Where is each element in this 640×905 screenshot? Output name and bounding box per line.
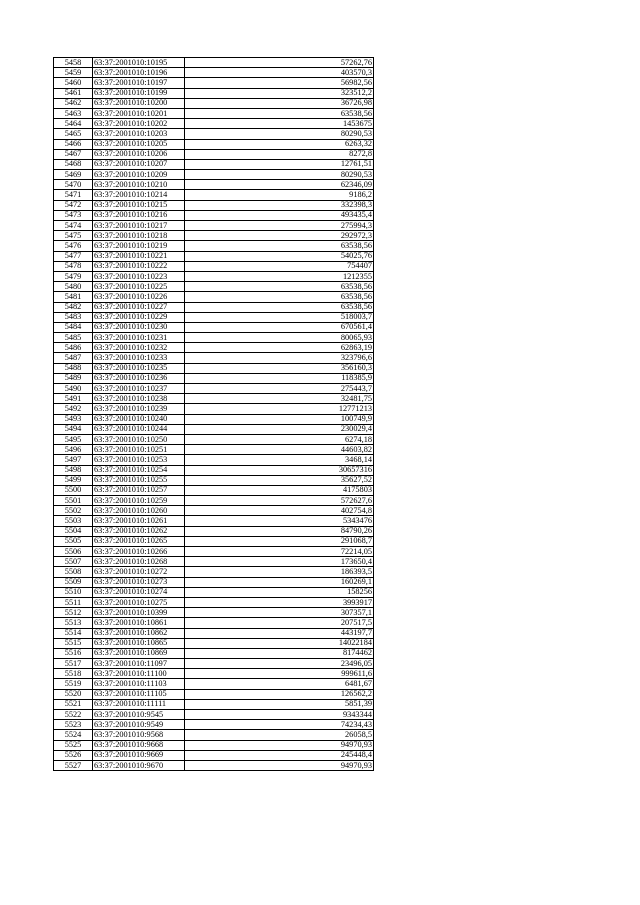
cadastral-number-cell: 63:37:2001010:10230	[93, 322, 185, 332]
value-cell: 74234,43	[185, 720, 374, 730]
row-number-cell: 5476	[54, 241, 93, 251]
cadastral-number-cell: 63:37:2001010:10262	[93, 526, 185, 536]
row-number-cell: 5493	[54, 414, 93, 424]
value-cell: 402754,8	[185, 506, 374, 516]
cadastral-number-cell: 63:37:2001010:10233	[93, 353, 185, 363]
value-cell: 230029,4	[185, 424, 374, 434]
row-number-cell: 5515	[54, 638, 93, 648]
cadastral-number-cell: 63:37:2001010:10225	[93, 282, 185, 292]
value-cell: 62346,09	[185, 180, 374, 190]
cadastral-number-cell: 63:37:2001010:10260	[93, 506, 185, 516]
cadastral-number-cell: 63:37:2001010:10231	[93, 333, 185, 343]
row-number-cell: 5461	[54, 88, 93, 98]
row-number-cell: 5483	[54, 312, 93, 322]
value-cell: 245448,4	[185, 750, 374, 760]
table-row	[54, 159, 374, 169]
cadastral-number-cell: 63:37:2001010:10862	[93, 628, 185, 638]
row-number-cell: 5523	[54, 720, 93, 730]
value-cell: 999611,6	[185, 669, 374, 679]
value-cell: 403570,3	[185, 68, 374, 78]
value-cell: 9343344	[185, 710, 374, 720]
value-cell: 57262,76	[185, 58, 374, 68]
row-number-cell: 5503	[54, 516, 93, 526]
row-number-cell: 5480	[54, 282, 93, 292]
table-row	[54, 58, 374, 68]
cadastral-number-cell: 63:37:2001010:9668	[93, 740, 185, 750]
table-row	[54, 302, 374, 312]
table-row	[54, 699, 374, 709]
row-number-cell: 5511	[54, 597, 93, 607]
cadastral-number-cell: 63:37:2001010:10275	[93, 597, 185, 607]
cadastral-number-cell: 63:37:2001010:10227	[93, 302, 185, 312]
row-number-cell: 5518	[54, 669, 93, 679]
value-cell: 4175803	[185, 485, 374, 495]
value-cell: 443197,7	[185, 628, 374, 638]
table-row	[54, 496, 374, 506]
table-row	[54, 475, 374, 485]
row-number-cell: 5492	[54, 404, 93, 414]
value-cell: 26058,5	[185, 730, 374, 740]
value-cell: 35627,52	[185, 475, 374, 485]
row-number-cell: 5475	[54, 231, 93, 241]
row-number-cell: 5458	[54, 58, 93, 68]
row-number-cell: 5527	[54, 760, 93, 770]
row-number-cell: 5460	[54, 78, 93, 88]
table-row	[54, 536, 374, 546]
cadastral-number-cell: 63:37:2001010:10202	[93, 119, 185, 129]
row-number-cell: 5496	[54, 445, 93, 455]
cadastral-number-cell: 63:37:2001010:10238	[93, 394, 185, 404]
table-row	[54, 547, 374, 557]
row-number-cell: 5484	[54, 322, 93, 332]
row-number-cell: 5517	[54, 659, 93, 669]
cadastral-number-cell: 63:37:2001010:10223	[93, 271, 185, 281]
table-row	[54, 343, 374, 353]
table-row	[54, 628, 374, 638]
table-row	[54, 170, 374, 180]
cadastral-number-cell: 63:37:2001010:10209	[93, 170, 185, 180]
value-cell: 80290,53	[185, 129, 374, 139]
value-cell: 80290,53	[185, 170, 374, 180]
row-number-cell: 5516	[54, 648, 93, 658]
row-number-cell: 5464	[54, 119, 93, 129]
value-cell: 3993917	[185, 597, 374, 607]
row-number-cell: 5465	[54, 129, 93, 139]
cadastral-number-cell: 63:37:2001010:9545	[93, 710, 185, 720]
table-row	[54, 119, 374, 129]
cadastral-number-cell: 63:37:2001010:10266	[93, 547, 185, 557]
cadastral-number-cell: 63:37:2001010:10205	[93, 139, 185, 149]
table-row	[54, 434, 374, 444]
value-cell: 62863,19	[185, 343, 374, 353]
row-number-cell: 5520	[54, 689, 93, 699]
row-number-cell: 5463	[54, 108, 93, 118]
value-cell: 63538,56	[185, 292, 374, 302]
row-number-cell: 5459	[54, 68, 93, 78]
cadastral-number-cell: 63:37:2001010:10206	[93, 149, 185, 159]
table-row	[54, 516, 374, 526]
row-number-cell: 5462	[54, 98, 93, 108]
cadastral-number-cell: 63:37:2001010:11097	[93, 659, 185, 669]
row-number-cell: 5501	[54, 496, 93, 506]
row-number-cell: 5498	[54, 465, 93, 475]
row-number-cell: 5482	[54, 302, 93, 312]
table-row	[54, 210, 374, 220]
cadastral-number-cell: 63:37:2001010:9549	[93, 720, 185, 730]
table-row	[54, 384, 374, 394]
table-row	[54, 445, 374, 455]
row-number-cell: 5466	[54, 139, 93, 149]
value-cell: 6274,18	[185, 434, 374, 444]
cadastral-number-cell: 63:37:2001010:10229	[93, 312, 185, 322]
value-cell: 12771213	[185, 404, 374, 414]
cadastral-number-cell: 63:37:2001010:10217	[93, 221, 185, 231]
cadastral-number-cell: 63:37:2001010:10255	[93, 475, 185, 485]
table-row	[54, 129, 374, 139]
cadastral-number-cell: 63:37:2001010:10259	[93, 496, 185, 506]
value-cell: 14022184	[185, 638, 374, 648]
value-cell: 63538,56	[185, 108, 374, 118]
value-cell: 307357,1	[185, 608, 374, 618]
table-row	[54, 740, 374, 750]
value-cell: 100749,9	[185, 414, 374, 424]
table-row	[54, 465, 374, 475]
value-cell: 36726,98	[185, 98, 374, 108]
value-cell: 186393,5	[185, 567, 374, 577]
row-number-cell: 5489	[54, 373, 93, 383]
cadastral-number-cell: 63:37:2001010:10265	[93, 536, 185, 546]
value-cell: 126562,2	[185, 689, 374, 699]
cadastral-number-cell: 63:37:2001010:10237	[93, 384, 185, 394]
row-number-cell: 5512	[54, 608, 93, 618]
value-cell: 84790,26	[185, 526, 374, 536]
cadastral-number-cell: 63:37:2001010:10235	[93, 363, 185, 373]
row-number-cell: 5497	[54, 455, 93, 465]
cadastral-number-cell: 63:37:2001010:10399	[93, 608, 185, 618]
cadastral-number-cell: 63:37:2001010:10207	[93, 159, 185, 169]
cadastral-number-cell: 63:37:2001010:10215	[93, 200, 185, 210]
cadastral-number-cell: 63:37:2001010:11105	[93, 689, 185, 699]
row-number-cell: 5471	[54, 190, 93, 200]
value-cell: 207517,5	[185, 618, 374, 628]
value-cell: 160269,1	[185, 577, 374, 587]
value-cell: 30657316	[185, 465, 374, 475]
value-cell: 63538,56	[185, 282, 374, 292]
value-cell: 63538,56	[185, 302, 374, 312]
value-cell: 158256	[185, 587, 374, 597]
table-row	[54, 404, 374, 414]
table-row	[54, 710, 374, 720]
row-number-cell: 5508	[54, 567, 93, 577]
value-cell: 356160,3	[185, 363, 374, 373]
cadastral-number-cell: 63:37:2001010:11111	[93, 699, 185, 709]
row-number-cell: 5502	[54, 506, 93, 516]
cadastral-number-cell: 63:37:2001010:10261	[93, 516, 185, 526]
cadastral-number-cell: 63:37:2001010:10250	[93, 434, 185, 444]
table-row	[54, 730, 374, 740]
table-row	[54, 669, 374, 679]
table-row	[54, 363, 374, 373]
cadastral-number-cell: 63:37:2001010:10869	[93, 648, 185, 658]
cadastral-number-cell: 63:37:2001010:10253	[93, 455, 185, 465]
cadastral-number-cell: 63:37:2001010:10273	[93, 577, 185, 587]
table-row	[54, 221, 374, 231]
table-row	[54, 689, 374, 699]
table-row	[54, 618, 374, 628]
cadastral-number-cell: 63:37:2001010:10203	[93, 129, 185, 139]
cadastral-number-cell: 63:37:2001010:10240	[93, 414, 185, 424]
row-number-cell: 5470	[54, 180, 93, 190]
value-cell: 118385,9	[185, 373, 374, 383]
value-cell: 323512,2	[185, 88, 374, 98]
table-row	[54, 292, 374, 302]
row-number-cell: 5522	[54, 710, 93, 720]
table-row	[54, 526, 374, 536]
cadastral-number-cell: 63:37:2001010:10254	[93, 465, 185, 475]
cadastral-number-cell: 63:37:2001010:9669	[93, 750, 185, 760]
cadastral-number-cell: 63:37:2001010:10195	[93, 58, 185, 68]
table-row	[54, 139, 374, 149]
value-cell: 32481,75	[185, 394, 374, 404]
table-row	[54, 353, 374, 363]
value-cell: 275443,7	[185, 384, 374, 394]
row-number-cell: 5504	[54, 526, 93, 536]
row-number-cell: 5490	[54, 384, 93, 394]
value-cell: 23496,05	[185, 659, 374, 669]
table-row	[54, 414, 374, 424]
value-cell: 518003,7	[185, 312, 374, 322]
value-cell: 275994,3	[185, 221, 374, 231]
value-cell: 56982,56	[185, 78, 374, 88]
value-cell: 9186,2	[185, 190, 374, 200]
row-number-cell: 5494	[54, 424, 93, 434]
table-row	[54, 149, 374, 159]
row-number-cell: 5507	[54, 557, 93, 567]
table-row	[54, 190, 374, 200]
row-number-cell: 5505	[54, 536, 93, 546]
row-number-cell: 5469	[54, 170, 93, 180]
table-row	[54, 373, 374, 383]
value-cell: 5343476	[185, 516, 374, 526]
row-number-cell: 5477	[54, 251, 93, 261]
table-row	[54, 394, 374, 404]
table-row	[54, 322, 374, 332]
row-number-cell: 5506	[54, 547, 93, 557]
row-number-cell: 5479	[54, 271, 93, 281]
table-row	[54, 108, 374, 118]
cadastral-number-cell: 63:37:2001010:10200	[93, 98, 185, 108]
row-number-cell: 5510	[54, 587, 93, 597]
cadastral-number-cell: 63:37:2001010:10236	[93, 373, 185, 383]
table-row	[54, 720, 374, 730]
row-number-cell: 5487	[54, 353, 93, 363]
table-row	[54, 679, 374, 689]
table-row	[54, 282, 374, 292]
table-row	[54, 557, 374, 567]
table-row	[54, 200, 374, 210]
table-row	[54, 577, 374, 587]
row-number-cell: 5472	[54, 200, 93, 210]
value-cell: 6481,67	[185, 679, 374, 689]
table-row	[54, 648, 374, 658]
row-number-cell: 5495	[54, 434, 93, 444]
value-cell: 12761,51	[185, 159, 374, 169]
value-cell: 292972,3	[185, 231, 374, 241]
value-cell: 670561,4	[185, 322, 374, 332]
row-number-cell: 5500	[54, 485, 93, 495]
cadastral-number-cell: 63:37:2001010:10226	[93, 292, 185, 302]
table-row	[54, 98, 374, 108]
table-row	[54, 231, 374, 241]
value-cell: 44603,82	[185, 445, 374, 455]
value-cell: 94970,93	[185, 760, 374, 770]
cadastral-number-cell: 63:37:2001010:10196	[93, 68, 185, 78]
cadastral-number-cell: 63:37:2001010:10268	[93, 557, 185, 567]
value-cell: 5851,39	[185, 699, 374, 709]
row-number-cell: 5488	[54, 363, 93, 373]
table-row	[54, 587, 374, 597]
cadastral-number-cell: 63:37:2001010:10257	[93, 485, 185, 495]
table-row	[54, 241, 374, 251]
value-cell: 754407	[185, 261, 374, 271]
value-cell: 173650,4	[185, 557, 374, 567]
row-number-cell: 5473	[54, 210, 93, 220]
row-number-cell: 5481	[54, 292, 93, 302]
row-number-cell: 5468	[54, 159, 93, 169]
cadastral-number-cell: 63:37:2001010:10201	[93, 108, 185, 118]
cadastral-number-cell: 63:37:2001010:11103	[93, 679, 185, 689]
cadastral-number-cell: 63:37:2001010:10239	[93, 404, 185, 414]
value-cell: 8272,8	[185, 149, 374, 159]
value-cell: 493435,4	[185, 210, 374, 220]
cadastral-number-cell: 63:37:2001010:10197	[93, 78, 185, 88]
table-row	[54, 760, 374, 770]
cadastral-number-cell: 63:37:2001010:10272	[93, 567, 185, 577]
table-row	[54, 659, 374, 669]
row-number-cell: 5514	[54, 628, 93, 638]
row-number-cell: 5474	[54, 221, 93, 231]
cadastral-number-cell: 63:37:2001010:10210	[93, 180, 185, 190]
row-number-cell: 5509	[54, 577, 93, 587]
table-row	[54, 567, 374, 577]
value-cell: 72214,05	[185, 547, 374, 557]
row-number-cell: 5526	[54, 750, 93, 760]
cadastral-number-cell: 63:37:2001010:10199	[93, 88, 185, 98]
value-cell: 323796,6	[185, 353, 374, 363]
table-row	[54, 506, 374, 516]
value-cell: 6263,32	[185, 139, 374, 149]
table-row	[54, 455, 374, 465]
cadastral-number-cell: 63:37:2001010:10865	[93, 638, 185, 648]
row-number-cell: 5513	[54, 618, 93, 628]
table-row	[54, 750, 374, 760]
cadastral-number-cell: 63:37:2001010:10218	[93, 231, 185, 241]
cadastral-number-cell: 63:37:2001010:10244	[93, 424, 185, 434]
cadastral-number-cell: 63:37:2001010:11100	[93, 669, 185, 679]
row-number-cell: 5467	[54, 149, 93, 159]
table-row	[54, 271, 374, 281]
value-cell: 3468,14	[185, 455, 374, 465]
value-cell: 572627,6	[185, 496, 374, 506]
cadastral-number-cell: 63:37:2001010:10222	[93, 261, 185, 271]
cadastral-number-cell: 63:37:2001010:10251	[93, 445, 185, 455]
row-number-cell: 5499	[54, 475, 93, 485]
row-number-cell: 5486	[54, 343, 93, 353]
table-row	[54, 608, 374, 618]
cadastral-number-cell: 63:37:2001010:10232	[93, 343, 185, 353]
row-number-cell: 5524	[54, 730, 93, 740]
cadastral-number-cell: 63:37:2001010:10219	[93, 241, 185, 251]
table-body	[54, 58, 374, 771]
table-row	[54, 88, 374, 98]
table-row	[54, 251, 374, 261]
table-row	[54, 485, 374, 495]
cadastral-number-cell: 63:37:2001010:9670	[93, 760, 185, 770]
value-cell: 80065,93	[185, 333, 374, 343]
row-number-cell: 5525	[54, 740, 93, 750]
value-cell: 1212355	[185, 271, 374, 281]
table-row	[54, 261, 374, 271]
table-row	[54, 180, 374, 190]
table-row	[54, 333, 374, 343]
row-number-cell: 5521	[54, 699, 93, 709]
value-cell: 332398,3	[185, 200, 374, 210]
cadastral-number-cell: 63:37:2001010:10214	[93, 190, 185, 200]
value-cell: 54025,76	[185, 251, 374, 261]
table-row	[54, 312, 374, 322]
value-cell: 8174462	[185, 648, 374, 658]
table-row	[54, 68, 374, 78]
row-number-cell: 5491	[54, 394, 93, 404]
cadastral-number-cell: 63:37:2001010:10216	[93, 210, 185, 220]
table-row	[54, 78, 374, 88]
cadastral-number-cell: 63:37:2001010:10861	[93, 618, 185, 628]
value-cell: 1453675	[185, 119, 374, 129]
cadastral-number-cell: 63:37:2001010:10221	[93, 251, 185, 261]
data-table	[53, 57, 374, 771]
value-cell: 291068,7	[185, 536, 374, 546]
table-row	[54, 597, 374, 607]
cadastral-number-cell: 63:37:2001010:9568	[93, 730, 185, 740]
table-row	[54, 424, 374, 434]
value-cell: 63538,56	[185, 241, 374, 251]
row-number-cell: 5485	[54, 333, 93, 343]
row-number-cell: 5519	[54, 679, 93, 689]
table-row	[54, 638, 374, 648]
value-cell: 94970,93	[185, 740, 374, 750]
cadastral-number-cell: 63:37:2001010:10274	[93, 587, 185, 597]
row-number-cell: 5478	[54, 261, 93, 271]
